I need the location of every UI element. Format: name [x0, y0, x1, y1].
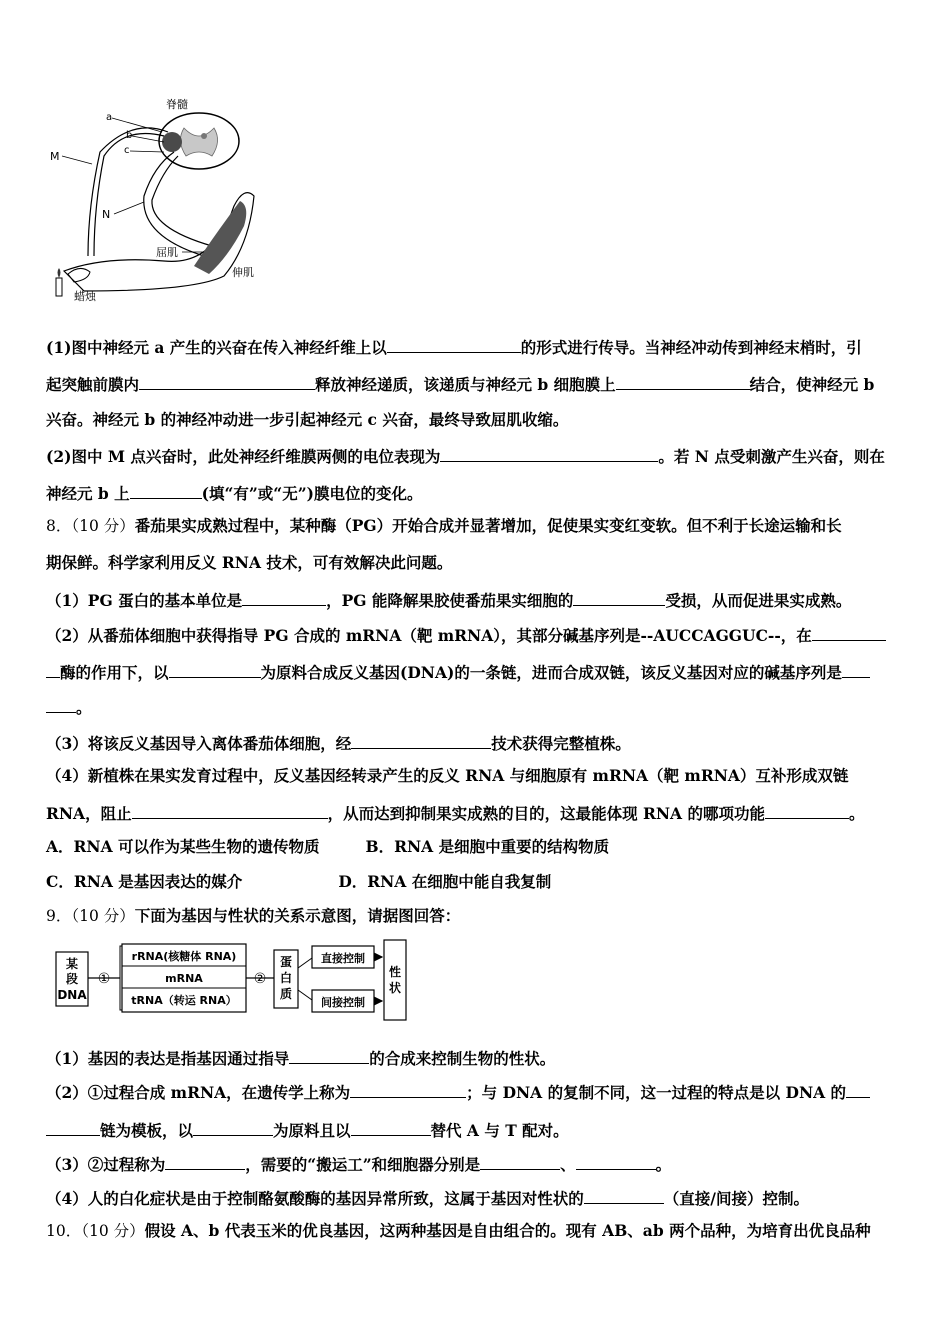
q7-part1-line1: (1)图中神经元 a 产生的兴奋在传入神经纤维上以 的形式进行传导。当神经冲动传到神经末梢时，引	[46, 338, 862, 357]
q7-part1-line3: 兴奋。神经元 b 的神经冲动进一步引起神经元 c 兴奋，最终导致屈肌收缩。	[46, 410, 569, 429]
blank-raw-material[interactable]	[169, 661, 261, 678]
blank-transcription[interactable]	[350, 1081, 466, 1098]
q10-heading: 10．（10 分）假设 A、b 代表玉米的优良基因，这两种基因是自由组合的。现有 AB、ab 两个品种，为培育出优良品种	[46, 1221, 871, 1240]
q9-sub1: （1）基因的表达是指基因通过指导 的合成来控制生物的性状。	[46, 1049, 556, 1068]
q8-sub2-line3: 。	[46, 696, 92, 718]
label-extensor: 伸肌	[232, 266, 254, 279]
label-b: b	[126, 130, 133, 141]
protein-label-2: 白	[279, 971, 293, 985]
trait-label-1: 性	[388, 965, 402, 979]
neuron-b-body	[162, 132, 182, 152]
blank-receptor[interactable]	[616, 373, 750, 390]
blank-technique[interactable]	[351, 732, 491, 749]
q8-options-row2	[46, 872, 551, 892]
blank-membrane-potential[interactable]	[440, 445, 658, 462]
blank-sequence-a[interactable]	[842, 661, 870, 678]
q8-options-row1	[46, 837, 609, 857]
blank-base-pair[interactable]	[351, 1119, 431, 1136]
blank-carrier[interactable]	[480, 1153, 560, 1170]
blank-pg-unit[interactable]	[242, 589, 326, 606]
mrna-label: mRNA	[165, 972, 203, 985]
q8-sub2-line1: （2）从番茄体细胞中获得指导 PG 合成的 mRNA（靶 mRNA），其部分碱基序列是--AUCCAGGUC--，在	[46, 624, 886, 646]
blank-materials[interactable]	[193, 1119, 273, 1136]
indirect-control-label: 间接控制	[321, 996, 365, 1009]
q8-heading: 8．（10 分）番茄果实成熟过程中，某种酶（PG）开始合成并显著增加，促使果实变红变软。但不利于长途运输和长	[46, 516, 842, 535]
q7-part2-line2: 神经元 b 上 (填“有”或“无”)膜电位的变化。	[46, 484, 423, 503]
blank-conduction-form[interactable]	[387, 336, 521, 353]
blank-vesicle[interactable]	[139, 373, 315, 390]
blank-enzyme-b[interactable]	[46, 661, 60, 678]
option-D[interactable]: D．RNA 在细胞中能自我复制	[338, 872, 552, 891]
blank-sequence-b[interactable]	[46, 696, 76, 713]
blank-expression-product[interactable]	[289, 1047, 369, 1064]
q8-sub4-line1: （4）新植株在果实发育过程中，反义基因经转录产生的反义 RNA 与细胞原有 mRNA（靶 mRNA）互补形成双链	[46, 766, 849, 785]
blank-block-process[interactable]	[132, 802, 328, 819]
trna-label: tRNA（转运 RNA）	[131, 994, 237, 1007]
q8-sub2-line2: 酶的作用下，以 为原料合成反义基因(DNA)的一条链，进而合成双链，该反义基因对应的碱基序列是	[46, 661, 870, 683]
option-C[interactable]: C．RNA 是基因表达的媒介	[46, 872, 243, 891]
q7-part1-line2: 起突触前膜内 释放神经递质，该递质与神经元 b 细胞膜上 结合，使神经元 b	[46, 375, 875, 394]
option-B[interactable]: B．RNA 是细胞中重要的结构物质	[365, 837, 610, 856]
dna-label-3: DNA	[57, 988, 87, 1002]
q9-heading: 9．（10 分）下面为基因与性状的关系示意图，请据图回答：	[46, 906, 461, 925]
q9-sub4: （4）人的白化症状是由于控制酪氨酸酶的基因异常所致，这属于基因对性状的 （直接/间接）控制。	[46, 1189, 809, 1208]
label-candle: 蜡烛	[74, 290, 96, 303]
blank-control-type[interactable]	[584, 1187, 664, 1204]
q9-sub2-line1: （2）①过程合成 mRNA，在遗传学上称为 ；与 DNA 的复制不同，这一过程的特点是以 DNA 的	[46, 1081, 870, 1103]
dna-label-1: 某	[65, 957, 79, 971]
blank-enzyme-a[interactable]	[812, 624, 886, 641]
step2-marker: ②	[253, 971, 267, 987]
q8-sub1: （1）PG 蛋白的基本单位是 ，PG 能降解果胶使番茄果实细胞的 受损，从而促进果实成熟。	[46, 591, 852, 610]
flexor-muscle	[194, 201, 246, 274]
label-M: M	[50, 150, 60, 163]
label-c: c	[124, 145, 130, 156]
q7-part2-line1: (2)图中 M 点兴奋时，此处神经纤维膜两侧的电位表现为 。若 N 点受刺激产生兴奋，则在	[46, 447, 885, 466]
trait-label-2: 状	[388, 981, 402, 995]
reflex-arc-figure	[44, 96, 274, 306]
label-a: a	[106, 112, 113, 123]
protein-label-3: 质	[279, 987, 293, 1001]
gene-trait-diagram	[50, 938, 410, 1022]
step1-marker: ①	[97, 971, 111, 987]
label-spinal-cord: 脊髓	[166, 98, 188, 111]
blank-strand-a[interactable]	[846, 1081, 870, 1098]
q9-sub3: （3）②过程称为 ，需要的“搬运工”和细胞器分别是 、 。	[46, 1155, 672, 1174]
candle-icon	[56, 278, 62, 296]
rrna-label: rRNA(核糖体 RNA)	[131, 950, 237, 963]
option-A[interactable]: A．RNA 可以作为某些生物的遗传物质	[46, 837, 320, 856]
q8-sub4-line2: RNA，阻止 ，从而达到抑制果实成熟的目的，这最能体现 RNA 的哪项功能 。	[46, 804, 865, 823]
blank-rna-function[interactable]	[765, 802, 849, 819]
q8-heading-line2: 期保鲜。科学家利用反义 RNA 技术，可有效解决此问题。	[46, 553, 453, 572]
dna-label-2: 段	[65, 972, 79, 986]
blank-organelle[interactable]	[576, 1153, 656, 1170]
label-N: N	[102, 208, 111, 221]
protein-label-1: 蛋	[279, 955, 293, 969]
blank-has-or-not[interactable]	[130, 482, 202, 499]
q9-sub2-line2: 链为模板，以 为原料且以 替代 A 与 T 配对。	[46, 1119, 569, 1141]
blank-strand-b[interactable]	[46, 1119, 100, 1136]
q8-sub3: （3）将该反义基因导入离体番茄体细胞，经 技术获得完整植株。	[46, 734, 631, 753]
blank-cell-structure[interactable]	[573, 589, 665, 606]
blank-translation[interactable]	[165, 1153, 245, 1170]
label-flexor: 屈肌	[156, 246, 178, 259]
direct-control-label: 直接控制	[321, 952, 365, 965]
